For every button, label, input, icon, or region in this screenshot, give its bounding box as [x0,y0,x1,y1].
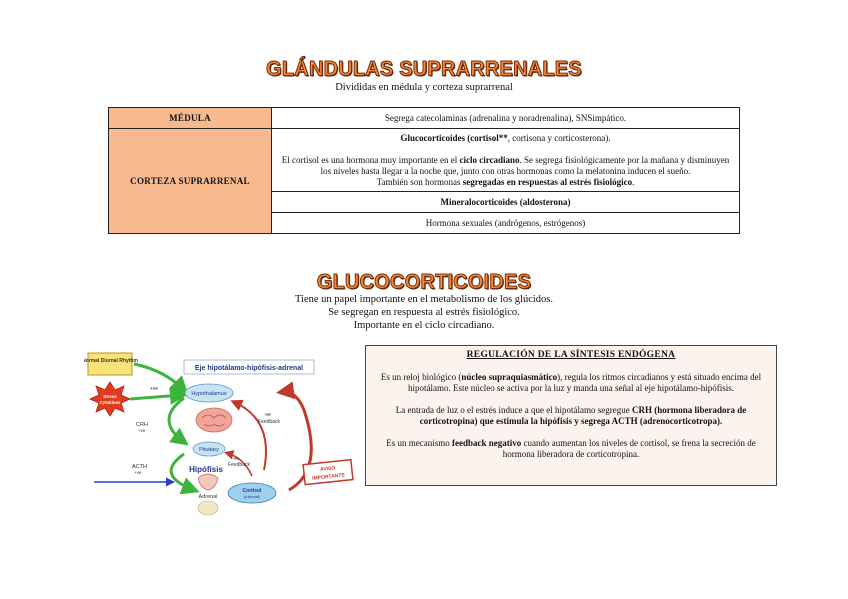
svg-text:AVISO: AVISO [319,465,336,473]
svg-text:Stress: Stress [103,394,117,399]
regulacion-paragraph-3: Es un mecanismo feedback negativo cuando aumentan los niveles de cortisol, se frena la secreción de hormona liberadora de corticotropina. [386,438,756,459]
adrenal-node [198,474,218,515]
svg-text:-ve: -ve [264,412,271,418]
svg-text:Pituitary: Pituitary [199,447,219,453]
mineralocorticoides-cell: Mineralocorticoides (aldosterona) [272,192,740,213]
brain-icon [196,408,232,432]
svg-text:Adrenal: Adrenal [198,494,218,500]
medula-label: MÉDULA [109,108,272,129]
page-subtitle: Divididas en médula y corteza suprarrenal [335,82,513,93]
hypothalamus-node [185,384,233,402]
svg-text:CRH: CRH [136,422,148,428]
glucocorticoides-cell: Glucocorticoides (cortisol**, cortisona y corticosterona). El cortisol es una hormona muy importante en el ciclo circadiano. Se segrega fisiológicamente por la mañana y disminuyen los niveles hasta llegar a la noche que, junto con otras hormonas como la melatonina inducen el sueño. También son hormonas segregadas en respuestas al estrés fisiológico. [272,129,740,192]
svg-text:+ve: +ve [134,470,142,475]
pituitary-node [193,442,225,456]
svg-text:-ve: -ve [232,456,239,462]
axis-title-bar [184,360,314,374]
arrow-crh [169,398,184,442]
svg-text:Hipófisis: Hipófisis [189,465,223,474]
cortisol-bubble [228,483,276,503]
table-row [109,108,740,129]
gluco-line-3: Importante en el ciclo circadiano. [353,320,495,331]
regulacion-paragraph-2: La entrada de luz o el estrés induce a que el hipotálamo segregue CRH (hormona liberadora de corticotropina) que estimula la hipófisis y segrega ACTH (adrenocorticotropa). [395,405,747,426]
glucocorticoides-title: GLUCOCORTICOIDES [316,270,532,294]
hpa-axis-diagram [84,350,354,520]
svg-text:ACTH: ACTH [132,464,147,470]
aviso-importante-stamp [303,460,353,485]
table-row [109,129,740,192]
stress-starburst [90,382,130,416]
hormonas-sexuales-cell: Hormona sexuales (andrógenos, estrógenos) [272,213,740,234]
svg-text:IMPORTANTE: IMPORTANTE [311,472,346,482]
page-title: GLÁNDULAS SUPRARRENALES [266,57,582,81]
medula-text: Segrega catecolaminas (adrenalina y noradrenalina), SNSimpático. [272,108,740,129]
regulacion-paragraph-1: Es un reloj biológico (núcleo supraquiasmático), regula los ritmos circadianos y está situado encima del hipotálamo. Este núcleo se activa por la luz y manda una señal al eje hipotálamo-hipófisis. [380,372,762,393]
svg-text:Cortisol: Cortisol [242,488,262,494]
gluco-line-2: Se segregan en respuesta al estrés fisiológico. [328,307,520,318]
corteza-label: CORTEZA SUPRARRENAL [109,129,272,234]
gluco-line-1: Tiene un papel importante en el metabolismo de los glúcidos. [295,294,553,305]
svg-text:Hypothalamus: Hypothalamus [191,391,227,397]
suprarrenales-table [108,107,740,234]
svg-text:Normal Diurnal Rhythm: Normal Diurnal Rhythm [84,358,138,364]
svg-text:Feedback: Feedback [258,419,280,425]
regulacion-box [365,345,777,486]
svg-text:Eje hipotálamo-hipófisis-adren: Eje hipotálamo-hipófisis-adrenal [194,365,304,372]
svg-text:Feedback: Feedback [228,462,250,468]
arrow-stress [130,395,182,399]
svg-text:(internal): (internal) [244,494,260,499]
svg-text:Cytokines: Cytokines [99,400,121,405]
arrow-rhythm [134,364,184,390]
regulacion-title: REGULACIÓN DE LA SÍNTESIS ENDÓGENA [466,350,676,360]
normal-rhythm-box [84,353,138,375]
svg-text:+ve: +ve [150,386,159,392]
svg-text:+ve: +ve [138,428,146,433]
